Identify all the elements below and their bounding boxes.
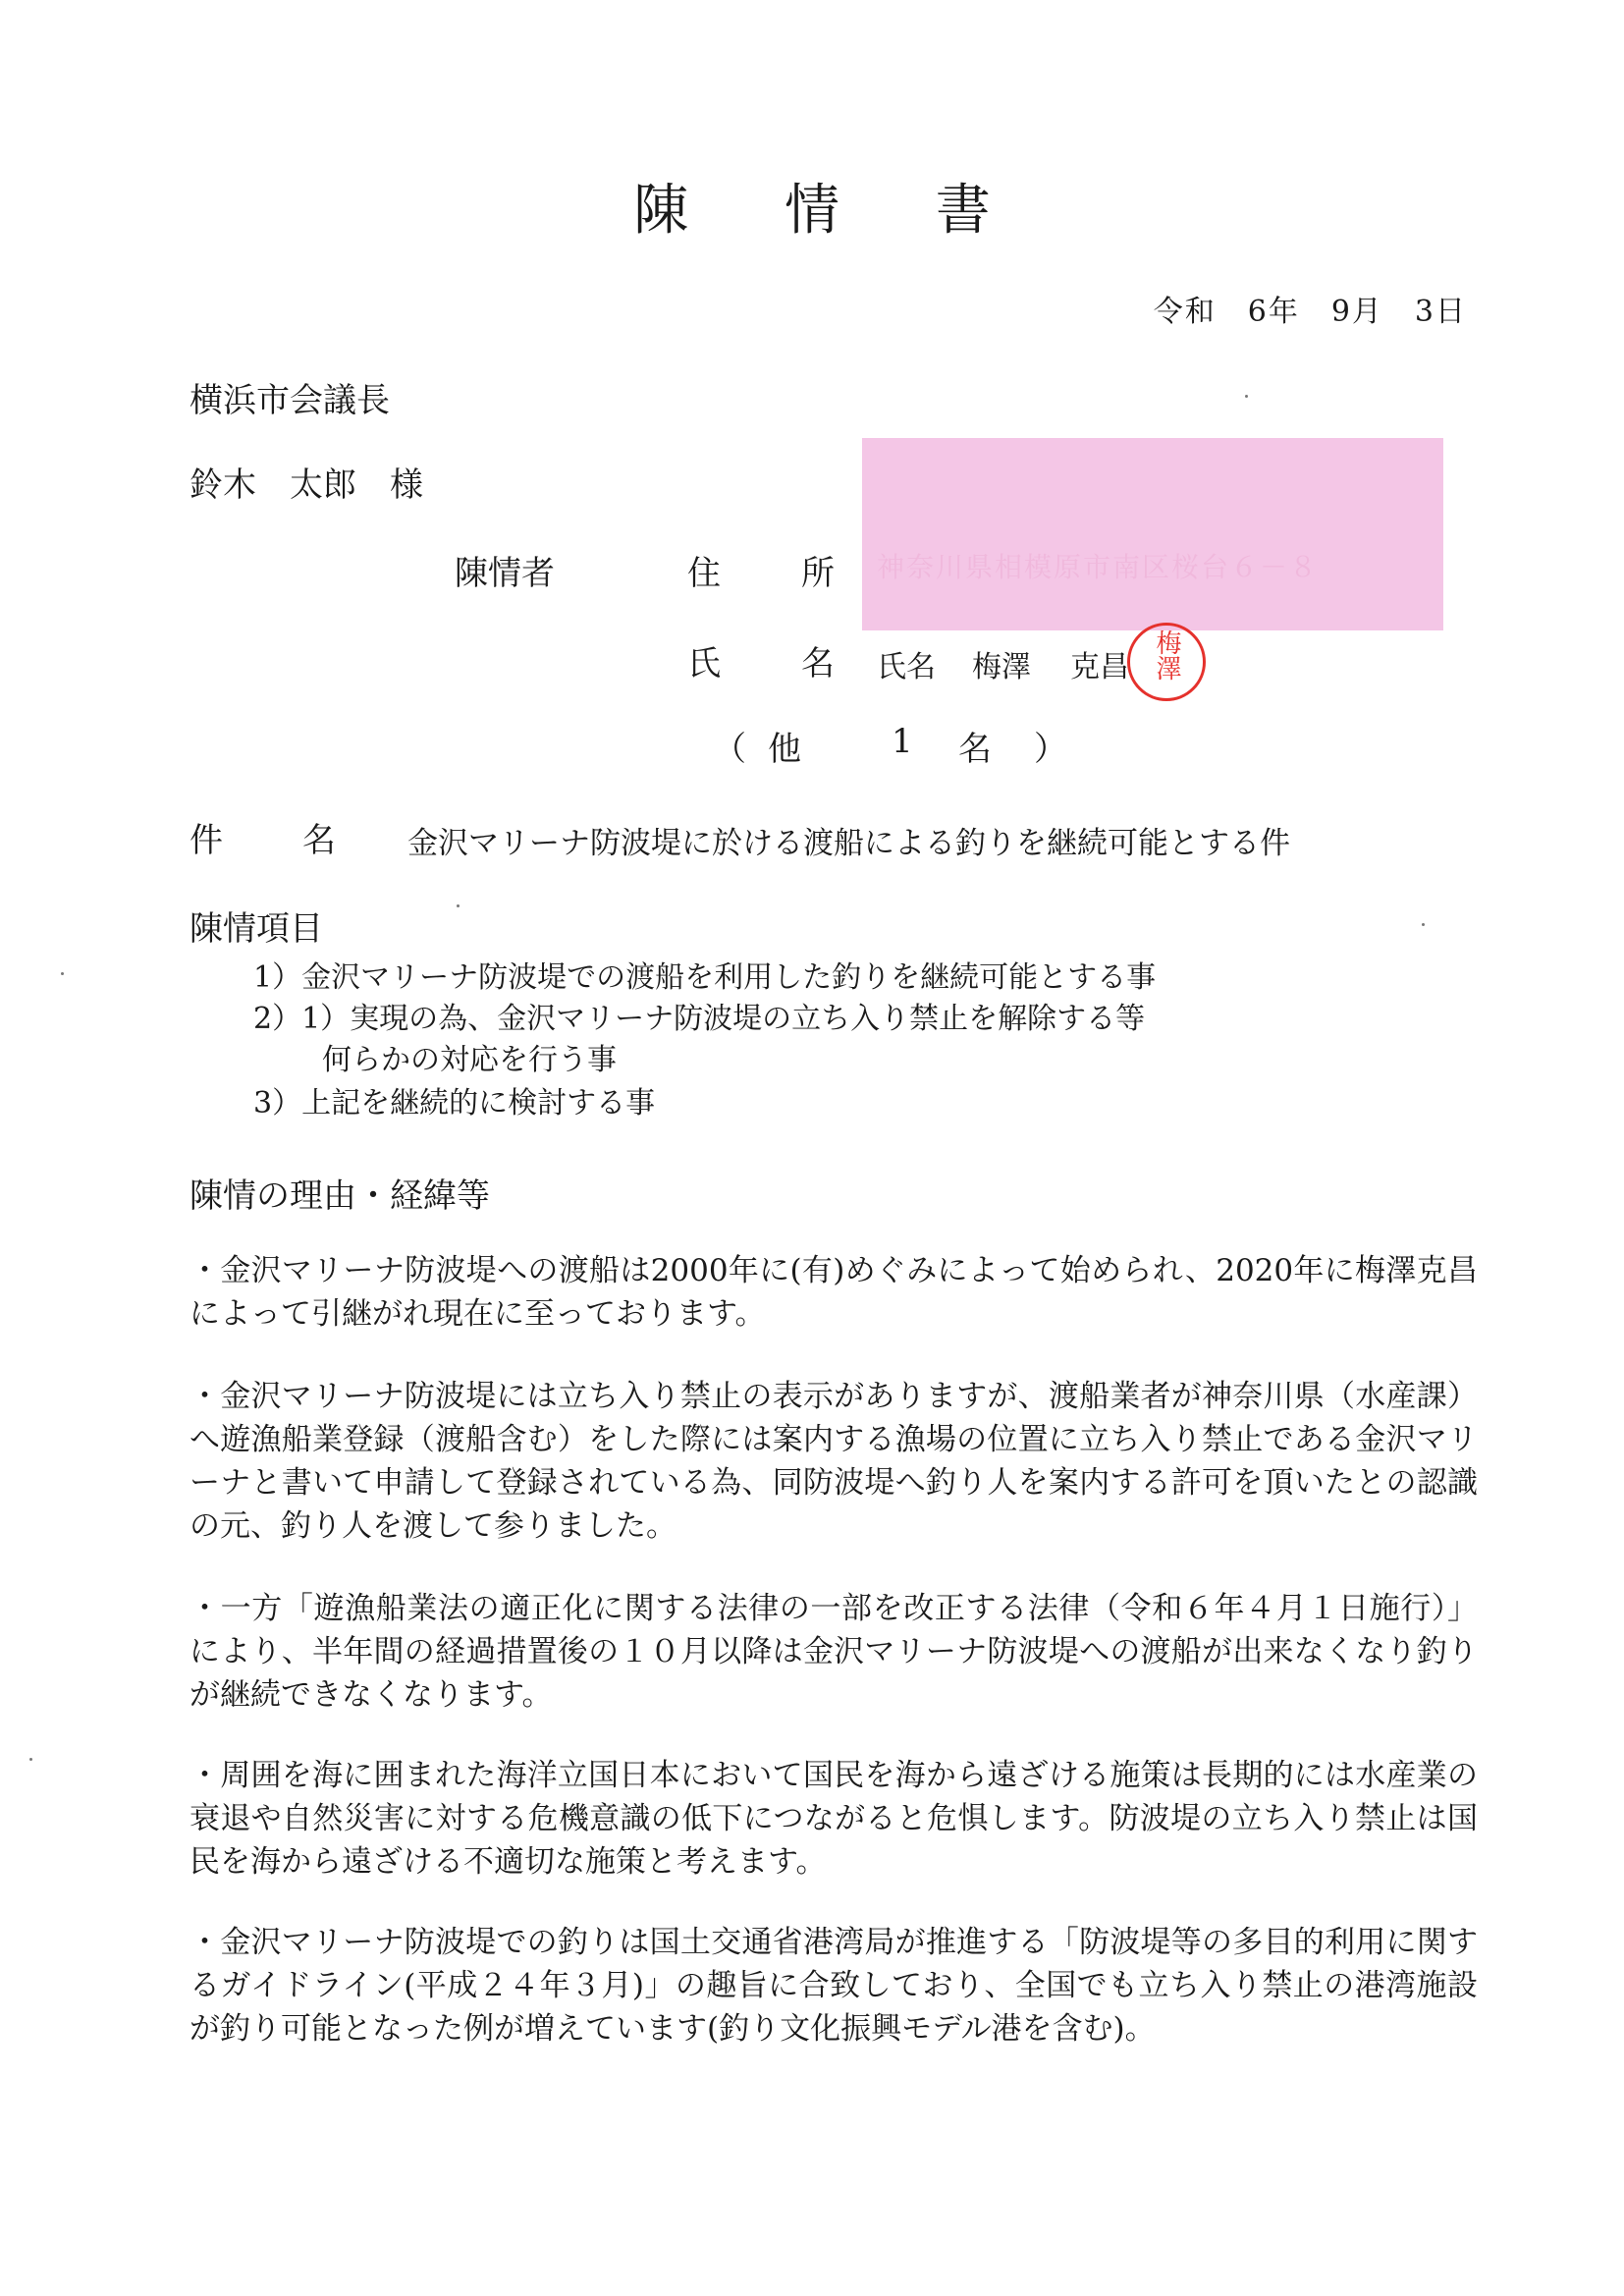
name-label-1: 氏 bbox=[687, 644, 721, 683]
others-word: 他 bbox=[768, 730, 801, 769]
petition-item-2-continued: 何らかの対応を行う事 bbox=[322, 1043, 617, 1077]
reasons-heading: 陳情の理由・経緯等 bbox=[189, 1176, 490, 1216]
personal-seal-stamp bbox=[1127, 623, 1206, 701]
scan-speck bbox=[61, 972, 64, 975]
redaction-overlay bbox=[862, 438, 1443, 630]
petitioner-surname: 梅澤 bbox=[972, 650, 1031, 684]
reason-paragraph-3: ・一方「遊漁船業法の適正化に関する法律の一部を改正する法律（令和６年４月１日施行）」により、半年間の経過措置後の１０月以降は金沢マリーナ防波堤への渡船が出来なくなり釣りが継続できなくなります。 bbox=[189, 1591, 1478, 1713]
petition-item-1: 1）金沢マリーナ防波堤での渡船を利用した釣りを継続可能とする事 bbox=[253, 960, 1157, 995]
others-count: 1 bbox=[892, 722, 913, 761]
petitioner-label: 陳情者 bbox=[455, 554, 555, 593]
petitioner-given-name: 克昌 bbox=[1070, 650, 1129, 684]
document-date: 令和 6年 9月 3日 bbox=[1153, 295, 1467, 329]
address-label-1: 住 bbox=[687, 554, 721, 593]
addressee-title: 横浜市会議長 bbox=[189, 381, 390, 420]
scan-speck bbox=[1245, 395, 1248, 398]
subject-label-2: 名 bbox=[302, 821, 336, 860]
subject-value: 金沢マリーナ防波堤に於ける渡船による釣りを継続可能とする件 bbox=[407, 826, 1290, 861]
reason-paragraph-1: ・金沢マリーナ防波堤への渡船は2000年に(有)めぐみによって始められ、2020年に梅澤克昌によって引継がれ現在に至っております。 bbox=[189, 1253, 1478, 1332]
name-label-2: 名 bbox=[801, 644, 835, 683]
petition-item-3: 3）上記を継続的に検討する事 bbox=[253, 1086, 656, 1121]
scan-speck bbox=[457, 904, 460, 907]
scan-speck bbox=[1422, 923, 1425, 926]
document-title: 陳 情 書 bbox=[633, 179, 1030, 243]
redacted-address-value: 神奈川県相模原市南区桜台６－８ bbox=[877, 551, 1320, 583]
others-open-paren: （ bbox=[713, 730, 746, 769]
reason-paragraph-2: ・金沢マリーナ防波堤には立ち入り禁止の表示がありますが、渡船業者が神奈川県（水産課）へ遊漁船業登録（渡船含む）をした際には案内する漁場の位置に立ち入り禁止である金沢マリーナと書いて申請して登録されている為、同防波堤へ釣り人を案内する許可を頂いたとの認識の元、釣り人を渡して参りました。 bbox=[189, 1379, 1478, 1544]
petition-item-2: 2）1）実現の為、金沢マリーナ防波堤の立ち入り禁止を解除する等 bbox=[253, 1002, 1146, 1036]
petition-items-heading: 陳情項目 bbox=[189, 909, 323, 949]
others-close-paren: ） bbox=[1034, 730, 1067, 769]
seal-text: 梅澤 bbox=[1152, 629, 1181, 681]
scan-speck bbox=[29, 1758, 32, 1761]
others-unit: 名 bbox=[958, 730, 992, 769]
addressee-name: 鈴木 太郎 様 bbox=[189, 465, 423, 505]
address-label-2: 所 bbox=[801, 554, 835, 593]
name-prefix: 氏名 bbox=[877, 650, 936, 684]
reason-paragraph-4: ・周囲を海に囲まれた海洋立国日本において国民を海から遠ざける施策は長期的には水産業の衰退や自然災害に対する危機意識の低下につながると危惧します。防波堤の立ち入り禁止は国民を海から遠ざける不適切な施策と考えます。 bbox=[189, 1758, 1478, 1880]
reason-paragraph-5: ・金沢マリーナ防波堤での釣りは国土交通省港湾局が推進する「防波堤等の多目的利用に関するガイドライン(平成２４年３月)」の趣旨に合致しており、全国でも立ち入り禁止の港湾施設が釣り可能となった例が増えています(釣り文化振興モデル港を含む)。 bbox=[189, 1925, 1478, 2047]
subject-label-1: 件 bbox=[189, 821, 223, 860]
